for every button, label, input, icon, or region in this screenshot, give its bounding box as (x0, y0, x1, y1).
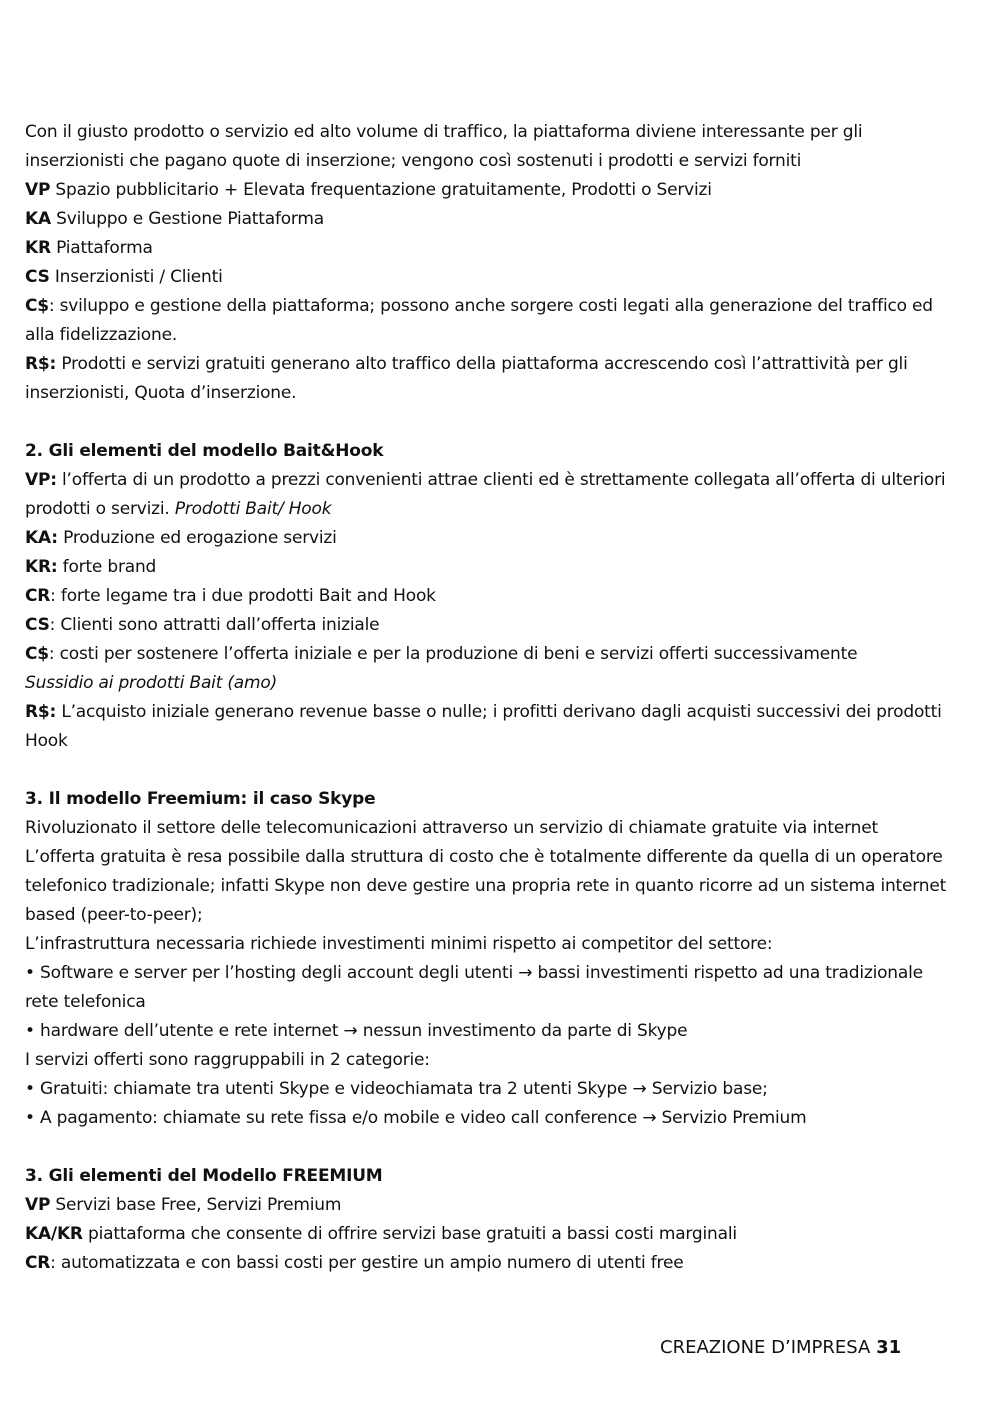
footer-title: CREAZIONE D’IMPRESA (660, 1337, 871, 1358)
bait-row-revenues (25, 698, 960, 756)
row-label: CS (25, 267, 50, 287)
section-heading-freemium-elements: 3. Gli elementi del Modello FREEMIUM (25, 1166, 383, 1186)
row-label: VP (25, 1195, 51, 1215)
bait-row-cr (25, 582, 960, 611)
row-label: KA/KR (25, 1224, 83, 1244)
page-number: 31 (876, 1337, 902, 1358)
row-text: Sviluppo e Gestione Piattaforma (50, 209, 324, 229)
row-label: R$: (25, 354, 57, 374)
skype-line: I servizi offerti sono raggruppabili in 2 categorie: (25, 1050, 430, 1070)
skype-bullet: • Gratuiti: chiamate tra utenti Skype e videochiamata tra 2 utenti Skype → Servizio base; (25, 1079, 768, 1099)
row-text: : Clienti sono attratti dall’offerta iniziale (49, 615, 380, 635)
intro-row-kr (25, 234, 960, 263)
row-label: CS (25, 615, 50, 635)
skype-line: Rivoluzionato il settore delle telecomunicazioni attraverso un servizio di chiamate gratuite via internet (25, 818, 878, 838)
bait-italic-line: Sussidio ai prodotti Bait (amo) (25, 673, 278, 693)
row-text: l’offerta di un prodotto a prezzi convenienti attrae clienti ed è strettamente collegata all’offerta di ulteriori prodotti o servizi. (25, 470, 946, 519)
spacer (25, 756, 960, 785)
section-heading-freemium-skype: 3. Il modello Freemium: il caso Skype (25, 789, 376, 809)
row-text: Servizi base Free, Servizi Premium (50, 1195, 342, 1215)
row-label: VP: (25, 470, 57, 490)
section-heading-bait-hook: 2. Gli elementi del modello Bait&Hook (25, 441, 384, 461)
page-footer (660, 1336, 901, 1360)
bait-row-costs (25, 640, 960, 669)
row-italic-text: Prodotti Bait/ Hook (174, 499, 332, 519)
intro-row-costs (25, 292, 960, 350)
bait-row-cs (25, 611, 960, 640)
skype-bullet: • Software e server per l’hosting degli account degli utenti → bassi investimenti rispetto ad una tradizionale rete telefonica (25, 963, 923, 1012)
row-label: KR (25, 238, 51, 258)
intro-paragraph: Con il giusto prodotto o servizio ed alto volume di traffico, la piattaforma diviene interessante per gli inserzionisti che pagano quote di inserzione; vengono così sostenuti i prodotti e servizi forniti (25, 122, 863, 171)
intro-row-vp (25, 176, 960, 205)
row-label: R$: (25, 702, 57, 722)
row-text: piattaforma che consente di offrire servizi base gratuiti a bassi costi marginali (82, 1224, 737, 1244)
spacer (25, 1133, 960, 1162)
row-label: C$ (25, 296, 49, 316)
intro-row-revenues (25, 350, 960, 408)
row-text: forte brand (57, 557, 157, 577)
skype-bullet: • hardware dell’utente e rete internet → nessun investimento da parte di Skype (25, 1021, 688, 1041)
row-text: Prodotti e servizi gratuiti generano alto traffico della piattaforma accrescendo così l’attrattività per gli inserzionisti, Quota d’inserzione. (25, 354, 908, 403)
row-label: CR (25, 586, 51, 606)
skype-line: L’offerta gratuita è resa possibile dalla struttura di costo che è totalmente differente da quella di un operatore telefonico tradizionale; infatti Skype non deve gestire una propria rete in quanto ricorre ad un sistema internet based (peer-to-peer); (25, 847, 947, 925)
row-label: CR (25, 1253, 51, 1273)
intro-row-cs (25, 263, 960, 292)
bait-row-ka (25, 524, 960, 553)
freemium-row-ka-kr (25, 1220, 960, 1249)
row-text: Produzione ed erogazione servizi (57, 528, 337, 548)
row-label: KA: (25, 528, 58, 548)
spacer (25, 408, 960, 437)
row-text: : sviluppo e gestione della piattaforma; possono anche sorgere costi legati alla generazione del traffico ed alla fidelizzazione. (25, 296, 933, 345)
page-body (25, 118, 960, 1278)
row-text: : automatizzata e con bassi costi per gestire un ampio numero di utenti free (50, 1253, 684, 1273)
row-text: L’acquisto iniziale generano revenue basse o nulle; i profitti derivano dagli acquisti successivi dei prodotti Hook (25, 702, 942, 751)
row-text: Piattaforma (50, 238, 153, 258)
intro-row-ka (25, 205, 960, 234)
row-label: KR: (25, 557, 58, 577)
bait-row-kr (25, 553, 960, 582)
row-text: : forte legame tra i due prodotti Bait and Hook (50, 586, 436, 606)
freemium-row-cr (25, 1249, 960, 1278)
skype-line: L’infrastruttura necessaria richiede investimenti minimi rispetto ai competitor del settore: (25, 934, 773, 954)
row-text: Spazio pubblicitario + Elevata frequentazione gratuitamente, Prodotti o Servizi (50, 180, 712, 200)
freemium-row-vp (25, 1191, 960, 1220)
row-label: VP (25, 180, 51, 200)
row-label: KA (25, 209, 51, 229)
row-text: Inserzionisti / Clienti (49, 267, 223, 287)
bait-row-vp (25, 466, 960, 524)
row-label: C$ (25, 644, 49, 664)
skype-bullet: • A pagamento: chiamate su rete fissa e/o mobile e video call conference → Servizio Premium (25, 1108, 807, 1128)
row-text: : costi per sostenere l’offerta iniziale e per la produzione di beni e servizi offerti successivamente (48, 644, 858, 664)
